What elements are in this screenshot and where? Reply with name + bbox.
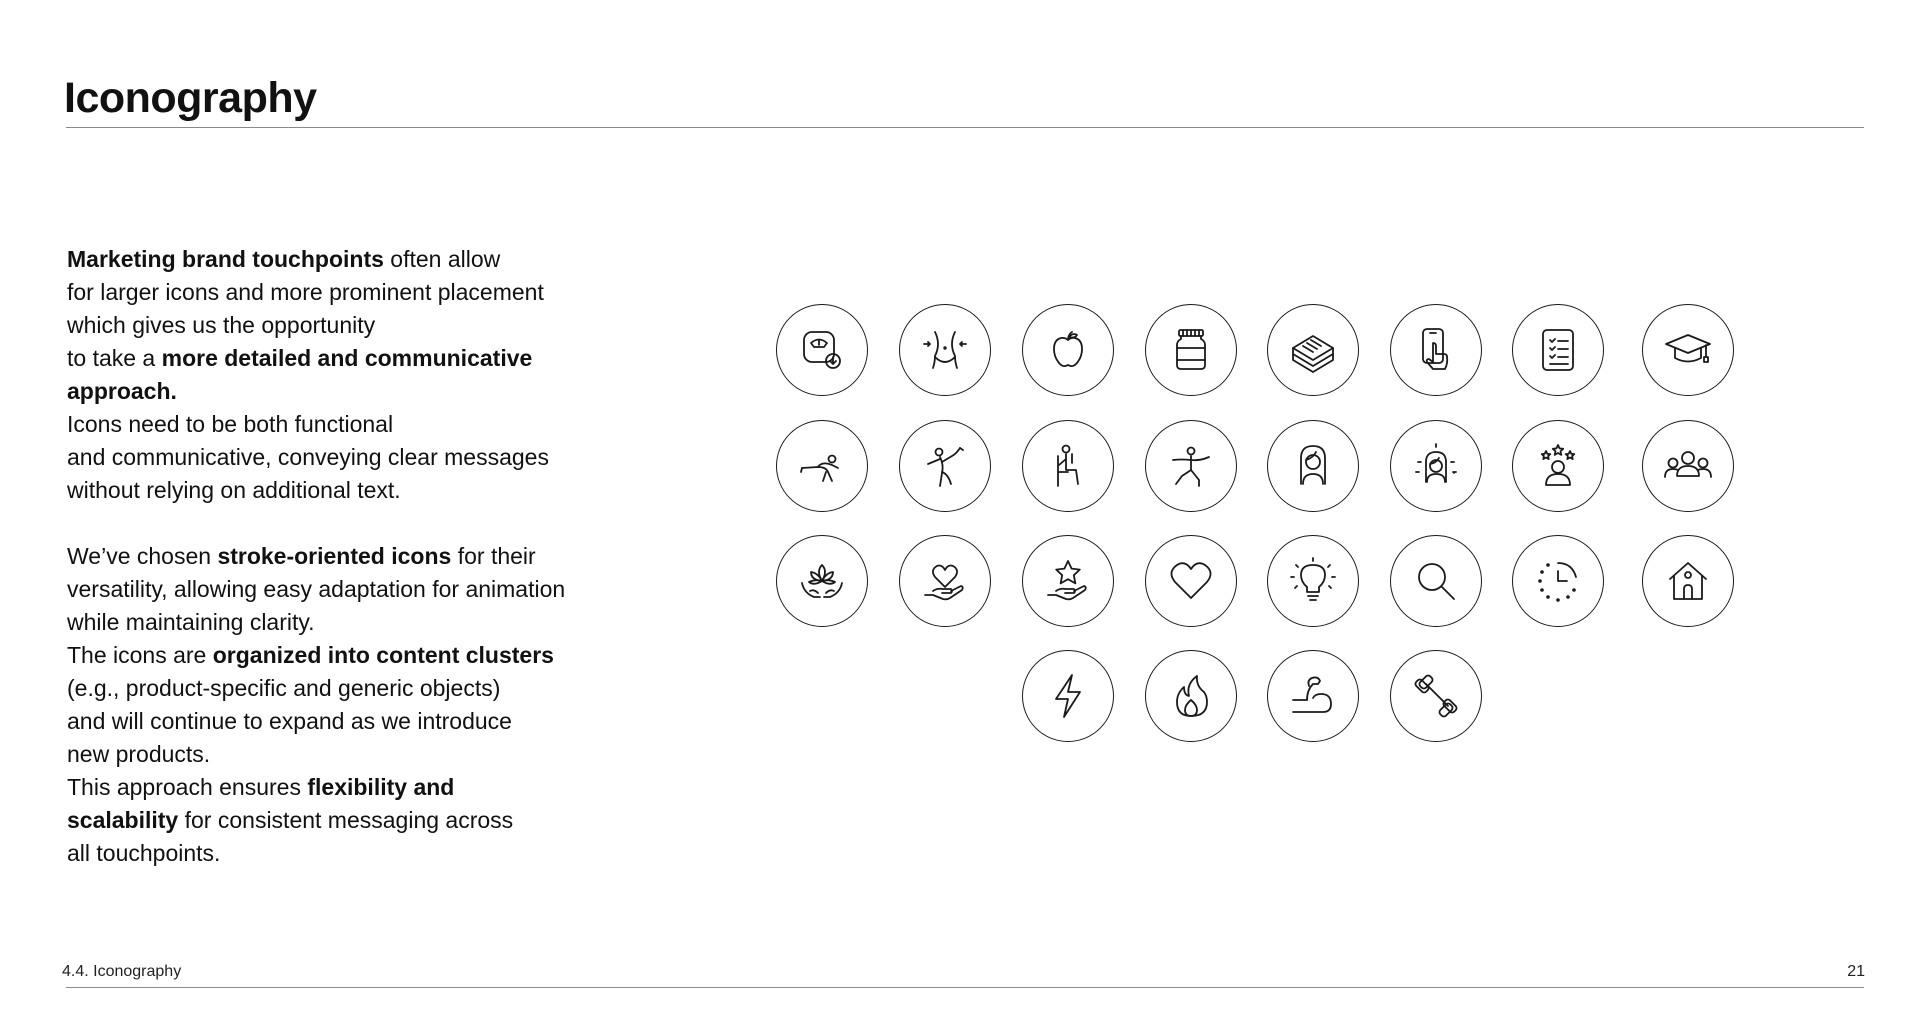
text: The icons are bbox=[67, 642, 213, 668]
header-divider bbox=[66, 127, 1864, 128]
lotus-hands-icon bbox=[776, 535, 868, 627]
rated-user-icon bbox=[1512, 420, 1604, 512]
text: all touchpoints. bbox=[67, 840, 221, 866]
bold-text: Marketing brand touchpoints bbox=[67, 246, 384, 272]
bold-text: more detailed and communicative bbox=[161, 345, 533, 371]
star-hand-icon bbox=[1022, 535, 1114, 627]
text: new products. bbox=[67, 741, 211, 767]
text: while maintaining clarity. bbox=[67, 609, 315, 635]
text: for their bbox=[451, 543, 536, 569]
apple-icon bbox=[1022, 304, 1114, 396]
heart-icon bbox=[1145, 535, 1237, 627]
lightbulb-icon bbox=[1267, 535, 1359, 627]
dumbbell-icon bbox=[1390, 650, 1482, 742]
bold-text: flexibility and bbox=[307, 774, 455, 800]
flame-icon bbox=[1145, 650, 1237, 742]
text: to take a bbox=[67, 345, 162, 371]
stacked-papers-icon bbox=[1267, 304, 1359, 396]
body-copy bbox=[67, 243, 627, 870]
waist-icon bbox=[899, 304, 991, 396]
bold-text: approach. bbox=[67, 378, 177, 404]
warrior-pose-icon bbox=[1145, 420, 1237, 512]
text: We’ve chosen bbox=[67, 543, 218, 569]
checklist-icon bbox=[1512, 304, 1604, 396]
home-icon bbox=[1642, 535, 1734, 627]
phone-tap-icon bbox=[1390, 304, 1482, 396]
seated-exercise-icon bbox=[1022, 420, 1114, 512]
text: This approach ensures bbox=[67, 774, 308, 800]
text: without relying on additional text. bbox=[67, 477, 401, 503]
paragraph-1 bbox=[67, 243, 627, 507]
page-number: 21 bbox=[1847, 963, 1865, 980]
supplement-jar-icon bbox=[1145, 304, 1237, 396]
flexed-arm-icon bbox=[1267, 650, 1359, 742]
text: and will continue to expand as we introduce bbox=[67, 708, 512, 734]
footer-divider bbox=[66, 987, 1864, 988]
bold-text: organized into content clusters bbox=[212, 642, 554, 668]
text: (e.g., product-specific and generic objects) bbox=[67, 675, 501, 701]
yoga-pose-icon bbox=[899, 420, 991, 512]
bold-text: stroke-oriented icons bbox=[217, 543, 452, 569]
graduation-cap-icon bbox=[1642, 304, 1734, 396]
text: for consistent messaging across bbox=[178, 807, 514, 833]
text: versatility, allowing easy adaptation for animation bbox=[67, 576, 566, 602]
scale-icon bbox=[776, 304, 868, 396]
heart-hand-icon bbox=[899, 535, 991, 627]
text: often allow bbox=[383, 246, 501, 272]
timer-icon bbox=[1512, 535, 1604, 627]
woman-sparkle-icon bbox=[1390, 420, 1482, 512]
text: for larger icons and more prominent placement bbox=[67, 279, 544, 305]
search-icon bbox=[1390, 535, 1482, 627]
text: and communicative, conveying clear messages bbox=[67, 444, 549, 470]
text: which gives us the opportunity bbox=[67, 312, 376, 338]
woman-avatar-icon bbox=[1267, 420, 1359, 512]
plank-exercise-icon bbox=[776, 420, 868, 512]
text: Icons need to be both functional bbox=[67, 411, 394, 437]
paragraph-2 bbox=[67, 540, 627, 870]
footer-section-label: 4.4. Iconography bbox=[62, 963, 182, 980]
bold-text: scalability bbox=[67, 807, 179, 833]
group-users-icon bbox=[1642, 420, 1734, 512]
lightning-icon bbox=[1022, 650, 1114, 742]
page-title: Iconography bbox=[64, 74, 317, 122]
